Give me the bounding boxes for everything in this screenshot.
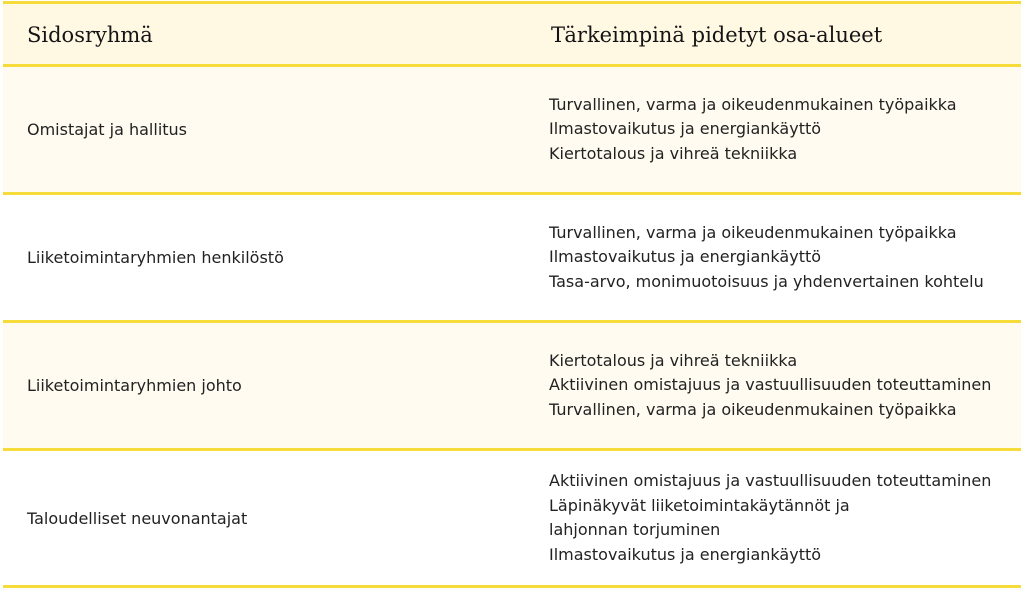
key-area-item: Tasa-arvo, monimuotoisuus ja yhdenvertainen kohtelu [549, 271, 984, 291]
header-stakeholder-group: Sidosryhmä [27, 22, 153, 47]
stakeholder-group-cell: Liiketoimintaryhmien johto [27, 376, 242, 395]
table-header-row [3, 4, 1021, 65]
key-area-item: lahjonnan torjuminen [549, 520, 721, 539]
key-area-item: Kiertotalous ja vihreä tekniikka [549, 350, 798, 370]
key-areas-cell [549, 67, 1019, 192]
table-row [3, 323, 1021, 448]
key-area-item: Kiertotalous ja vihreä tekniikka [549, 143, 798, 163]
key-areas-cell [549, 451, 1019, 585]
key-area-item: Turvallinen, varma ja oikeudenmukainen työpaikka [549, 94, 957, 114]
table-row [3, 195, 1021, 320]
stakeholder-group-cell: Liiketoimintaryhmien henkilöstö [27, 248, 284, 267]
key-area-item: Aktiivinen omistajuus ja vastuullisuuden toteuttaminen [549, 375, 992, 395]
stakeholder-group-cell: Omistajat ja hallitus [27, 120, 188, 139]
stakeholder-group-cell: Taloudelliset neuvonantajat [27, 508, 248, 528]
key-area-item: Läpinäkyvät liiketoimintakäytännöt ja [549, 495, 850, 515]
key-area-item: Ilmastovaikutus ja energiankäyttö [549, 544, 822, 564]
table-row [3, 451, 1021, 585]
key-area-item: Turvallinen, varma ja oikeudenmukainen työpaikka [549, 222, 957, 242]
key-area-item: Ilmastovaikutus ja energiankäyttö [549, 119, 822, 139]
header-key-areas: Tärkeimpinä pidetyt osa-alueet [551, 22, 883, 47]
key-area-item: Turvallinen, varma ja oikeudenmukainen työpaikka [549, 399, 957, 419]
table-row [3, 67, 1021, 192]
key-areas-cell [549, 323, 1019, 448]
key-areas-cell [549, 195, 1019, 320]
key-area-item: Ilmastovaikutus ja energiankäyttö [549, 247, 822, 267]
key-area-item: Aktiivinen omistajuus ja vastuullisuuden toteuttaminen [549, 471, 992, 490]
table-bottom-border [3, 585, 1021, 588]
